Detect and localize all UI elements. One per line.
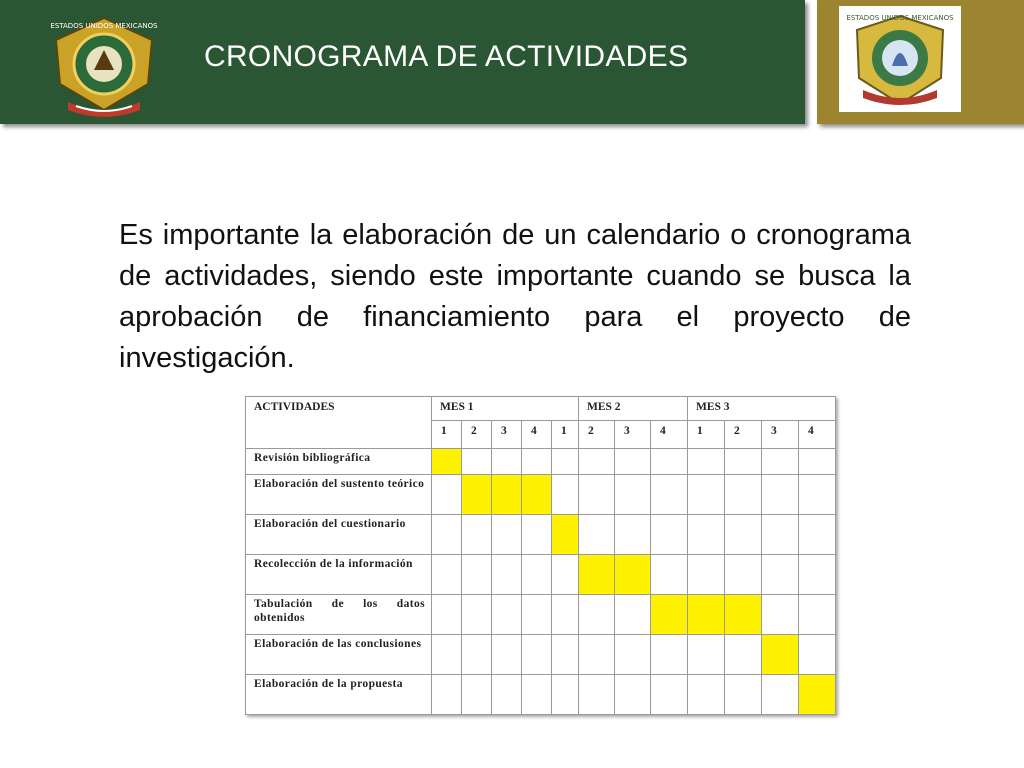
- schedule-cell: [799, 449, 836, 475]
- schedule-cell: [651, 515, 688, 555]
- month-header: MES 2: [579, 397, 688, 421]
- schedule-cell: [492, 555, 522, 595]
- activity-row: [246, 635, 836, 675]
- schedule-cell: [579, 449, 615, 475]
- schedule-cell: [522, 595, 552, 635]
- university-emblem-right: [839, 6, 961, 112]
- week-number: 2: [725, 421, 762, 449]
- schedule-cell: [688, 555, 725, 595]
- week-number: 4: [651, 421, 688, 449]
- schedule-cell: [762, 595, 799, 635]
- schedule-cell: [432, 595, 462, 635]
- schedule-cell: [615, 675, 651, 715]
- intro-paragraph: Es importante la elaboración de un calendario o cronograma de actividades, siendo este importante cuando se busca la aprobación de financiamiento para el proyecto de investigación.: [119, 219, 911, 374]
- schedule-cell: [688, 675, 725, 715]
- schedule-cell: [615, 595, 651, 635]
- schedule-cell: [492, 449, 522, 475]
- schedule-cell: [762, 449, 799, 475]
- schedule-cell-filled: [762, 635, 799, 675]
- schedule-cell: [492, 515, 522, 555]
- schedule-cell-filled: [522, 475, 552, 515]
- activities-header: ACTIVIDADES: [246, 397, 432, 449]
- schedule-cell: [462, 555, 492, 595]
- schedule-cell: [579, 515, 615, 555]
- schedule-cell-filled: [725, 595, 762, 635]
- activity-label: Elaboración del sustento teórico: [246, 475, 432, 515]
- schedule-cell: [688, 515, 725, 555]
- header-bar: [0, 0, 805, 124]
- schedule-cell: [579, 595, 615, 635]
- week-number: 2: [579, 421, 615, 449]
- schedule-cell-filled: [651, 595, 688, 635]
- activity-label: Elaboración de las conclusiones: [246, 635, 432, 675]
- schedule-cell: [552, 449, 579, 475]
- week-number: 3: [615, 421, 651, 449]
- week-number: 1: [552, 421, 579, 449]
- schedule-cell: [432, 675, 462, 715]
- schedule-cell-filled: [579, 555, 615, 595]
- schedule-cell: [651, 555, 688, 595]
- schedule-cell: [462, 675, 492, 715]
- activity-label: Elaboración de la propuesta: [246, 675, 432, 715]
- schedule-cell: [799, 475, 836, 515]
- page-title: CRONOGRAMA DE ACTIVIDADES: [204, 40, 689, 73]
- activity-label: Tabulación de los datos obtenidos: [246, 595, 432, 635]
- emblem-left-caption: ESTADOS UNIDOS MEXICANOS: [50, 22, 158, 30]
- schedule-cell: [725, 475, 762, 515]
- schedule-cell: [552, 635, 579, 675]
- schedule-cell: [762, 475, 799, 515]
- schedule-cell: [492, 595, 522, 635]
- week-number: 3: [492, 421, 522, 449]
- schedule-cell: [522, 515, 552, 555]
- schedule-cell: [615, 449, 651, 475]
- week-number: 1: [432, 421, 462, 449]
- schedule-cell-filled: [688, 595, 725, 635]
- schedule-cell: [651, 675, 688, 715]
- schedule-cell: [799, 635, 836, 675]
- schedule-cell: [492, 675, 522, 715]
- month-header: MES 1: [432, 397, 579, 421]
- activity-row: [246, 675, 836, 715]
- schedule-cell: [432, 635, 462, 675]
- schedule-cell-filled: [462, 475, 492, 515]
- schedule-cell: [651, 449, 688, 475]
- schedule-cell: [725, 449, 762, 475]
- schedule-cell: [432, 515, 462, 555]
- university-emblem-left: [48, 14, 160, 118]
- schedule-cell-filled: [492, 475, 522, 515]
- activity-row: [246, 475, 836, 515]
- schedule-cell: [762, 675, 799, 715]
- schedule-cell: [462, 449, 492, 475]
- activity-schedule-table: [245, 396, 836, 715]
- schedule-cell-filled: [432, 449, 462, 475]
- schedule-cell: [522, 675, 552, 715]
- schedule-cell: [552, 595, 579, 635]
- activity-row: [246, 515, 836, 555]
- schedule-cell: [462, 515, 492, 555]
- schedule-cell: [688, 449, 725, 475]
- schedule-cell: [651, 475, 688, 515]
- schedule-cell: [552, 555, 579, 595]
- week-number: 1: [688, 421, 725, 449]
- schedule-cell: [688, 475, 725, 515]
- schedule-cell: [579, 675, 615, 715]
- week-number: 2: [462, 421, 492, 449]
- schedule-cell: [492, 635, 522, 675]
- schedule-cell: [552, 475, 579, 515]
- activity-row: [246, 449, 836, 475]
- activity-label: Recolección de la información: [246, 555, 432, 595]
- schedule-cell: [799, 515, 836, 555]
- schedule-cell: [579, 635, 615, 675]
- schedule-cell: [522, 449, 552, 475]
- schedule-cell: [522, 635, 552, 675]
- schedule-cell: [432, 555, 462, 595]
- schedule-cell: [579, 475, 615, 515]
- schedule-cell: [552, 675, 579, 715]
- schedule-cell: [522, 555, 552, 595]
- schedule-cell: [462, 635, 492, 675]
- schedule-cell: [615, 515, 651, 555]
- schedule-cell: [688, 635, 725, 675]
- schedule-cell-filled: [799, 675, 836, 715]
- schedule-cell: [725, 515, 762, 555]
- schedule-cell-filled: [615, 555, 651, 595]
- activity-label: Revisión bibliográfica: [246, 449, 432, 475]
- week-number: 4: [522, 421, 552, 449]
- schedule-cell: [615, 475, 651, 515]
- schedule-cell: [799, 555, 836, 595]
- activity-row: [246, 595, 836, 635]
- schedule-header-row: [246, 397, 836, 421]
- schedule-cell: [762, 555, 799, 595]
- week-number: 4: [799, 421, 836, 449]
- schedule-cell: [725, 635, 762, 675]
- activity-row: [246, 555, 836, 595]
- schedule-cell: [799, 595, 836, 635]
- schedule-cell: [432, 475, 462, 515]
- schedule-cell: [725, 675, 762, 715]
- schedule-cell: [651, 635, 688, 675]
- schedule-cell-filled: [552, 515, 579, 555]
- month-header: MES 3: [688, 397, 836, 421]
- schedule-cell: [762, 515, 799, 555]
- schedule-cell: [462, 595, 492, 635]
- schedule-cell: [615, 635, 651, 675]
- schedule-cell: [725, 555, 762, 595]
- emblem-right-caption: ESTADOS UNIDOS MEXICANOS: [846, 14, 954, 22]
- activity-label: Elaboración del cuestionario: [246, 515, 432, 555]
- week-number: 3: [762, 421, 799, 449]
